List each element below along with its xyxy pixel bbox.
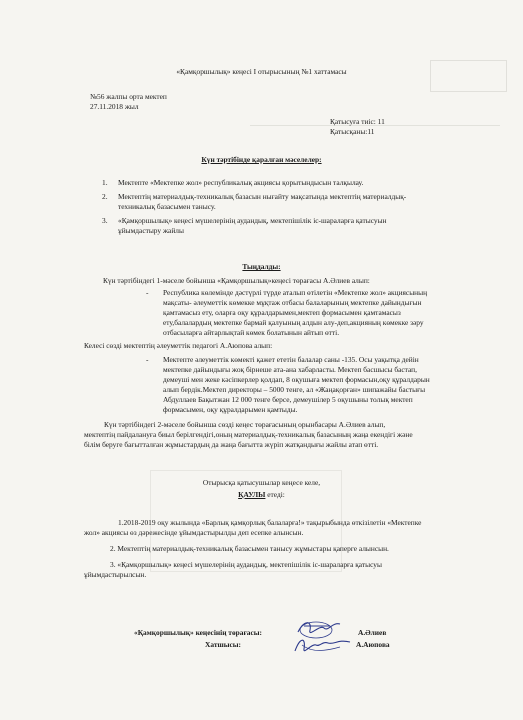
- speech-line: формасымен, оқу құралдарымен қамтыды.: [163, 405, 298, 414]
- speech-line: демеуші мен жеке кәсіпкерлер қолдап, 8 оқушыға мектеп формасын,оқу құралдарын: [163, 375, 430, 384]
- agenda-item: 3. «Қамқоршылық» кеңесі мүшелерінің аудандық, мектепішілік іс-шараларға қатысуын ұйымдастыру жайлы: [102, 216, 387, 235]
- agenda-item-text: Мектепте «Мектепке жол» республикалық акциясы қорытындысын талқылау.: [118, 178, 364, 187]
- speech-line: Абдуллаев Бақытжан 12 000 тенге берсе, демеушілер 5 оқушыны толық мектеп: [163, 395, 413, 404]
- agenda-heading: Күн тәртібінде қаралған мәселелер:: [201, 155, 322, 164]
- secretary-label: Хатшысы:: [205, 640, 241, 649]
- paragraph-line: мектептің пайдалануға биыл берілгендігі,оның материалдық-техникалық базасының жаңа екендігі және: [84, 430, 413, 439]
- agenda2-paragraph: [84, 420, 499, 450]
- agenda-item-text: «Қамқоршылық» кеңесі мүшелерінің аудандық, мектепішілік іс-шараларға қатысуын: [118, 216, 387, 225]
- resolution-line: 1.2018-2019 оқу жылында «Барлық қамқорлық балаларға!» тақырыбында өткізілетін «Мектепке: [118, 518, 422, 527]
- speech-line: ету,балалардың мектепке бармай қалуының алдын алу-деп,акцияның көмекке зәру: [163, 318, 424, 327]
- speech-line: Республика көлемінде дәстүрлі түрде аталып өтілетін «Мектепке жол» акциясының: [163, 288, 428, 297]
- speech-block-2: [163, 355, 499, 415]
- speech-line: қамтамасыз ету, оларға оқу құралдарымен,мектеп формасымен қамтамасыз: [163, 308, 401, 317]
- speech-line: отбасыларға айтарлықтай көмек болатынын айтып өтті.: [163, 328, 340, 337]
- resolution-line: 2. Мектептің материалдық-техникалық базасымен танысу жұмыстары қаперге алынсын.: [110, 544, 389, 553]
- agenda-item-text: Мектептің материалдық-техникалық базасын нығайту мақсатында мектептің материалдық-: [118, 192, 407, 201]
- bullet-dash: -: [146, 288, 149, 297]
- agenda-item-text: ұйымдастыру жайлы: [118, 226, 184, 235]
- school-name: №56 жалпы орта мектеп: [90, 92, 167, 101]
- secretary-name: А.Аюпова: [356, 640, 390, 649]
- next-speaker: Келесі сөзді мектептің әлеуметтік педагогі А.Аюпова алып:: [84, 341, 273, 350]
- chair-label: «Қамқоршылық» кеңесінің төрағасы:: [134, 628, 263, 637]
- resolution-line: жол» акциясы өз дәрежесінде ұйымдастырылды деп есепке алынсын.: [84, 528, 304, 537]
- resolution-line: 3. «Қамқоршылық» кеңесі мүшелерінің аудандық, мектепішілік іс-шараларға қатысуы: [110, 560, 382, 569]
- speech-block-1: [163, 288, 499, 338]
- resolution-heading-tail: етеді:: [265, 490, 285, 499]
- bullet-dash: -: [146, 355, 149, 364]
- chair-name: А.Әлиев: [358, 628, 387, 637]
- resolution-line: ұйымдастырылсын.: [84, 570, 147, 579]
- agenda-item: 2. Мектептің материалдық-техникалық базасын нығайту мақсатында мектептің материалдық- техникалық базасымен танысу.: [102, 192, 407, 211]
- resolution-items: [84, 518, 499, 580]
- agenda-item-text: техникалық базасымен танысу.: [118, 202, 216, 211]
- paragraph-line: білім беруге бағытталған жұмыстардың да жаңа бағытта жүріп жатқандығы жайлы атап өтті.: [84, 440, 379, 449]
- attendance-present: Қатысқаны:11: [330, 127, 375, 136]
- attendance-total: Қатысуға тиіс: 11: [330, 117, 385, 126]
- speech-line: мақсаты- әлеуметтік көмекке мұқтаж отбасы балаларының мектепке дайындығын: [163, 298, 422, 307]
- speech-line: мектепке дайындығы жоқ бірнеше ата-ана хабарласты. Мектеп басшысы бастап,: [163, 365, 417, 374]
- document-title: «Қамқоршылық» кеңесі I отырысының №1 хаттамасы: [176, 67, 347, 76]
- agenda1-intro: Күн тәртібіндегі 1-мәселе бойынша «Қамқоршылық»кеңесі төрағасы А.Әлиев алып:: [103, 276, 370, 285]
- resolution-lead: Отырысқа қатысушылар кеңесе келе,: [202, 478, 321, 487]
- speech-line: Мектепте әлеуметтік көмекті қажет ететін балалар саны -135. Осы уақытқа дейін: [163, 355, 419, 364]
- speech-line: алып бердік.Мектеп директоры – 5000 тенге, ал «Жаңақорған» шипажайы бастығы: [163, 385, 426, 394]
- paragraph-line: Күн тәртібіндегі 2-мәселе бойынша сөзді кеңес төрағасының орынбасары А.Әлиев алып,: [104, 420, 386, 429]
- secretary-signature: [292, 633, 354, 657]
- meeting-date: 27.11.2018 жыл: [90, 102, 139, 111]
- agenda-list: [96, 178, 456, 236]
- agenda-item: 1. Мектепте «Мектепке жол» республикалық акциясы қорытындысын талқылау.: [102, 178, 364, 187]
- listened-heading: Тыңдалды:: [242, 262, 281, 271]
- resolution-title: [0, 490, 523, 500]
- resolution-heading: ҚАУЛЫ: [238, 490, 266, 499]
